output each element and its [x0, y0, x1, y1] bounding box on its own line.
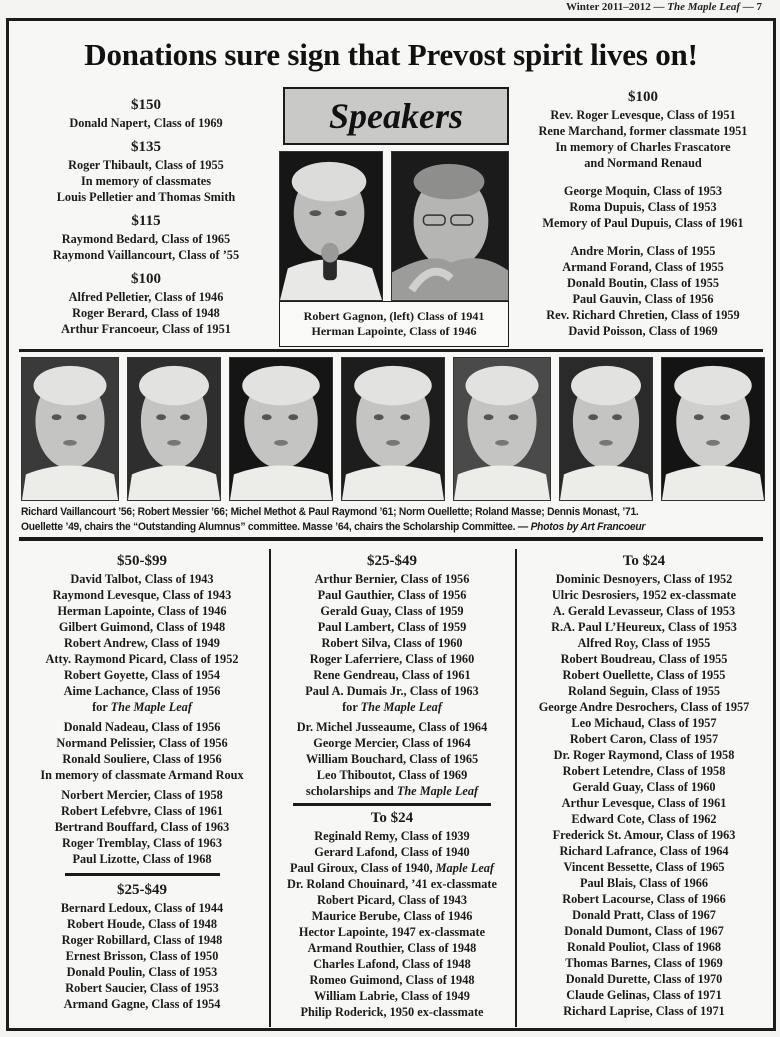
donor-line: Robert Picard, Class of 1943	[317, 893, 467, 907]
donor-line: In memory of classmates	[80, 174, 212, 188]
donor-line: Romeo Guimond, Class of 1948	[309, 973, 475, 987]
donor-line: Herman Lapointe, Class of 1946	[57, 604, 227, 618]
donor-line: R.A. Paul L’Heureux, Class of 1953	[551, 620, 737, 634]
donor-line: Paul Lizotte, Class of 1968	[72, 852, 212, 866]
portrait-image	[392, 152, 508, 300]
donation-amount-heading: $115	[131, 213, 161, 229]
donor-line: Roger Laferriere, Class of 1960	[309, 652, 475, 666]
donor-line: Roger Berard, Class of 1948	[72, 306, 220, 320]
separator: —	[740, 1, 757, 13]
donor-line: Dominic Desnoyers, Class of 1952	[555, 572, 733, 586]
speakers-title-box	[283, 87, 509, 145]
donor-column-3	[517, 549, 771, 1019]
donor-line: and Normand Renaud	[584, 156, 702, 170]
donor-column-2	[271, 549, 513, 1020]
donor-column-top-left	[17, 93, 275, 337]
donor-line: Paul Gauvin, Class of 1956	[572, 292, 714, 306]
donor-line: Ronald Pouliot, Class of 1968	[566, 940, 722, 954]
donor-dedication	[271, 860, 513, 876]
donor-line: Donald Pratt, Class of 1967	[572, 908, 716, 922]
donor-line: Arthur Francoeur, Class of 1951	[61, 322, 231, 336]
section-divider	[19, 349, 763, 352]
donor-line: In memory of classmate Armand Roux	[40, 768, 244, 782]
donor-line: George Moquin, Class of 1953	[563, 184, 723, 198]
donor-line: Paul A. Dumais Jr., Class of 1963	[305, 684, 479, 698]
donor-line: Aime Lachance, Class of 1956	[63, 684, 221, 698]
publication-name: Maple Leaf	[435, 861, 495, 875]
donor-line: David Poisson, Class of 1969	[568, 324, 718, 338]
donor-line: Roger Thibault, Class of 1955	[68, 158, 224, 172]
donor-line: David Talbot, Class of 1943	[70, 572, 214, 586]
donor-line: Robert Boudreau, Class of 1955	[560, 652, 728, 666]
speaker-caption-line: Robert Gagnon, (left) Class of 1941	[303, 309, 485, 323]
donor-line: A. Gerald Levasseur, Class of 1953	[552, 604, 736, 618]
donor-line: Philip Roderick, 1950 ex-classmate	[300, 1005, 484, 1019]
donor-line: Paul Lambert, Class of 1959	[317, 620, 467, 634]
dedication-text: Paul Giroux, Class of 1940,	[289, 861, 436, 875]
spacer	[17, 263, 275, 267]
page-number: 7	[756, 1, 762, 13]
alumni-photo-strip	[21, 357, 763, 501]
publication-name: The Maple Leaf	[667, 1, 740, 13]
donor-line: Bertrand Bouffard, Class of 1963	[54, 820, 230, 834]
donor-line: Claude Gelinas, Class of 1971	[566, 988, 722, 1002]
spacer	[515, 231, 771, 239]
donor-line: Raymond Levesque, Class of 1943	[52, 588, 232, 602]
donor-line: Paul Blais, Class of 1966	[579, 876, 709, 890]
donor-line: Rene Marchand, former classmate 1951	[538, 124, 748, 138]
donor-line: Andre Morin, Class of 1955	[570, 244, 716, 258]
caption-line-1: Richard Vaillancourt ’56; Robert Messier ’66; Michel Methot & Paul Raymond ’61; Norm Ouellette; Roland Masse; Dennis Monast, ’71.	[21, 506, 639, 518]
donor-line: Arthur Levesque, Class of 1961	[561, 796, 727, 810]
spacer	[515, 171, 771, 179]
portrait-image	[22, 358, 118, 500]
portrait-image	[280, 152, 382, 300]
donor-line: Raymond Bedard, Class of 1965	[61, 232, 231, 246]
alumni-photo-vaillancourt	[21, 357, 119, 501]
donor-line: Robert Goyette, Class of 1954	[63, 668, 221, 682]
donor-line: Arthur Bernier, Class of 1956	[314, 572, 470, 586]
donor-line: Rene Gendreau, Class of 1961	[313, 668, 471, 682]
donor-line: Gerald Guay, Class of 1959	[320, 604, 464, 618]
photo-strip-caption	[21, 505, 777, 535]
donor-line: Robert Houde, Class of 1948	[67, 917, 217, 931]
donor-dedication	[271, 783, 513, 799]
donor-line: Robert Lefebvre, Class of 1961	[61, 804, 223, 818]
donation-amount-heading: $25-$49	[367, 553, 417, 569]
donor-line: Donald Durette, Class of 1970	[565, 972, 723, 986]
donor-line: Gerard Lafond, Class of 1940	[314, 845, 470, 859]
donor-line: Hector Lapointe, 1947 ex-classmate	[298, 925, 486, 939]
column-rule	[293, 803, 491, 806]
donor-line: Raymond Vaillancourt, Class of ’55	[52, 248, 240, 262]
portrait-image	[662, 358, 764, 500]
donor-line: Rev. Richard Chretien, Class of 1959	[546, 308, 740, 322]
donor-line: Robert Silva, Class of 1960	[321, 636, 463, 650]
donation-amount-heading: $150	[131, 97, 161, 113]
donor-dedication	[17, 699, 267, 715]
donor-line: Robert Letendre, Class of 1958	[562, 764, 726, 778]
running-head	[566, 0, 762, 14]
donor-line: William Labrie, Class of 1949	[314, 989, 470, 1003]
portrait-image	[342, 358, 444, 500]
donor-line: Leo Michaud, Class of 1957	[571, 716, 717, 730]
donor-line: Leo Thiboutot, Class of 1969	[316, 768, 468, 782]
donor-line: In memory of Charles Frascatore	[555, 140, 731, 154]
publication-name: The Maple Leaf	[396, 784, 479, 798]
donor-column-top-right	[515, 85, 771, 339]
alumni-photo-methot	[229, 357, 333, 501]
donor-line: Ulric Desrosiers, 1952 ex-classmate	[551, 588, 737, 602]
donation-amount-heading: $100	[131, 271, 161, 287]
alumni-photo-raymond	[341, 357, 445, 501]
speaker-photo-lapointe	[391, 151, 509, 301]
issue-date: Winter 2011–2012	[565, 1, 651, 13]
photo-credit: Photos by Art Francoeur	[530, 521, 646, 533]
donor-line: Edward Cote, Class of 1962	[571, 812, 717, 826]
donor-column-1	[17, 549, 267, 1012]
donor-line: Roger Robillard, Class of 1948	[61, 933, 223, 947]
donation-amount-heading: $50-$99	[117, 553, 167, 569]
donor-line: Roland Seguin, Class of 1955	[567, 684, 721, 698]
alumni-photo-messier	[127, 357, 221, 501]
portrait-image	[560, 358, 652, 500]
donor-line: William Bouchard, Class of 1965	[305, 752, 479, 766]
portrait-image	[230, 358, 332, 500]
donor-line: Armand Gagne, Class of 1954	[63, 997, 221, 1011]
column-rule	[65, 873, 220, 876]
donation-amount-heading: To $24	[370, 810, 414, 826]
donor-line: Bernard Ledoux, Class of 1944	[60, 901, 224, 915]
donor-line: Roma Dupuis, Class of 1953	[569, 200, 717, 214]
donor-line: Charles Lafond, Class of 1948	[313, 957, 471, 971]
donor-line: Donald Dumont, Class of 1967	[564, 924, 724, 938]
donor-line: Armand Routhier, Class of 1948	[307, 941, 477, 955]
donor-line: Ronald Souliere, Class of 1956	[62, 752, 222, 766]
donor-line: Robert Saucier, Class of 1953	[65, 981, 219, 995]
speaker-photo-gagnon	[279, 151, 383, 301]
donor-line: Memory of Paul Dupuis, Class of 1961	[542, 216, 744, 230]
portrait-image	[454, 358, 550, 500]
alumni-photo-ouellette	[453, 357, 551, 501]
donor-line: Frederick St. Amour, Class of 1963	[552, 828, 736, 842]
spacer	[17, 205, 275, 209]
donor-line: Richard Lafrance, Class of 1964	[559, 844, 729, 858]
donor-line: Paul Gauthier, Class of 1956	[317, 588, 467, 602]
dedication-text: for	[92, 700, 111, 714]
donor-line: Dr. Roger Raymond, Class of 1958	[553, 748, 735, 762]
donor-line: Robert Andrew, Class of 1949	[64, 636, 220, 650]
donor-line: Alfred Roy, Class of 1955	[577, 636, 711, 650]
speaker-caption-line: Herman Lapointe, Class of 1946	[311, 324, 477, 338]
donor-line: Donald Boutin, Class of 1955	[566, 276, 720, 290]
speakers-title: Speakers	[329, 96, 463, 136]
donor-line: Rev. Roger Levesque, Class of 1951	[550, 108, 736, 122]
donor-line: Roger Tremblay, Class of 1963	[62, 836, 222, 850]
publication-name: The Maple Leaf	[360, 700, 442, 714]
donation-amount-heading: $135	[131, 139, 161, 155]
donor-line: Thomas Barnes, Class of 1969	[565, 956, 723, 970]
publication-name: The Maple Leaf	[110, 700, 192, 714]
donor-line: Vincent Bessette, Class of 1965	[563, 860, 725, 874]
dedication-text: scholarships and	[305, 784, 397, 798]
donor-line: Norbert Mercier, Class of 1958	[61, 788, 223, 802]
donation-amount-heading: $100	[628, 89, 658, 105]
donor-line: Donald Napert, Class of 1969	[69, 116, 223, 130]
alumni-photo-masse	[559, 357, 653, 501]
article-frame	[6, 18, 776, 1031]
headline: Donations sure sign that Prevost spirit lives on!	[84, 37, 698, 72]
donor-line: Richard Laprise, Class of 1971	[563, 1004, 725, 1018]
donor-line: Donald Poulin, Class of 1953	[66, 965, 218, 979]
donor-line: Gerald Guay, Class of 1960	[572, 780, 716, 794]
donation-amount-heading: $25-$49	[117, 882, 167, 898]
donor-line: Donald Nadeau, Class of 1956	[63, 720, 221, 734]
donor-line: Louis Pelletier and Thomas Smith	[56, 190, 236, 204]
donor-line: Normand Pelissier, Class of 1956	[56, 736, 228, 750]
donor-line: Ernest Brisson, Class of 1950	[65, 949, 219, 963]
caption-line-2	[21, 520, 777, 535]
alumni-photo-monast	[661, 357, 765, 501]
donor-line: George Andre Desrochers, Class of 1957	[538, 700, 750, 714]
donor-line: Reginald Remy, Class of 1939	[314, 829, 470, 843]
donor-line: Alfred Pelletier, Class of 1946	[68, 290, 224, 304]
donor-line: Robert Ouellette, Class of 1955	[562, 668, 726, 682]
donor-line: Dr. Roland Chouinard, ’41 ex-classmate	[287, 877, 497, 891]
caption-text: Ouellette ’49, chairs the “Outstanding Alumnus” committee. Masse ’64, chairs the Scholarship Committee. —	[21, 521, 531, 533]
donor-line: Robert Lacourse, Class of 1966	[562, 892, 726, 906]
donor-line: Robert Caron, Class of 1957	[569, 732, 719, 746]
donor-line: George Mercier, Class of 1964	[313, 736, 471, 750]
donor-line: Maurice Berube, Class of 1946	[311, 909, 473, 923]
donor-line: Atty. Raymond Picard, Class of 1952	[45, 652, 239, 666]
donor-line: Armand Forand, Class of 1955	[562, 260, 724, 274]
separator: —	[650, 1, 668, 13]
donor-line: Gilbert Guimond, Class of 1948	[58, 620, 226, 634]
donor-line: Dr. Michel Jusseaume, Class of 1964	[296, 720, 488, 734]
portrait-image	[128, 358, 220, 500]
donation-amount-heading: To $24	[622, 553, 666, 569]
dedication-text: for	[342, 700, 361, 714]
section-divider	[19, 537, 763, 541]
speakers-caption	[279, 301, 509, 347]
spacer	[17, 131, 275, 135]
donor-dedication	[271, 699, 513, 715]
